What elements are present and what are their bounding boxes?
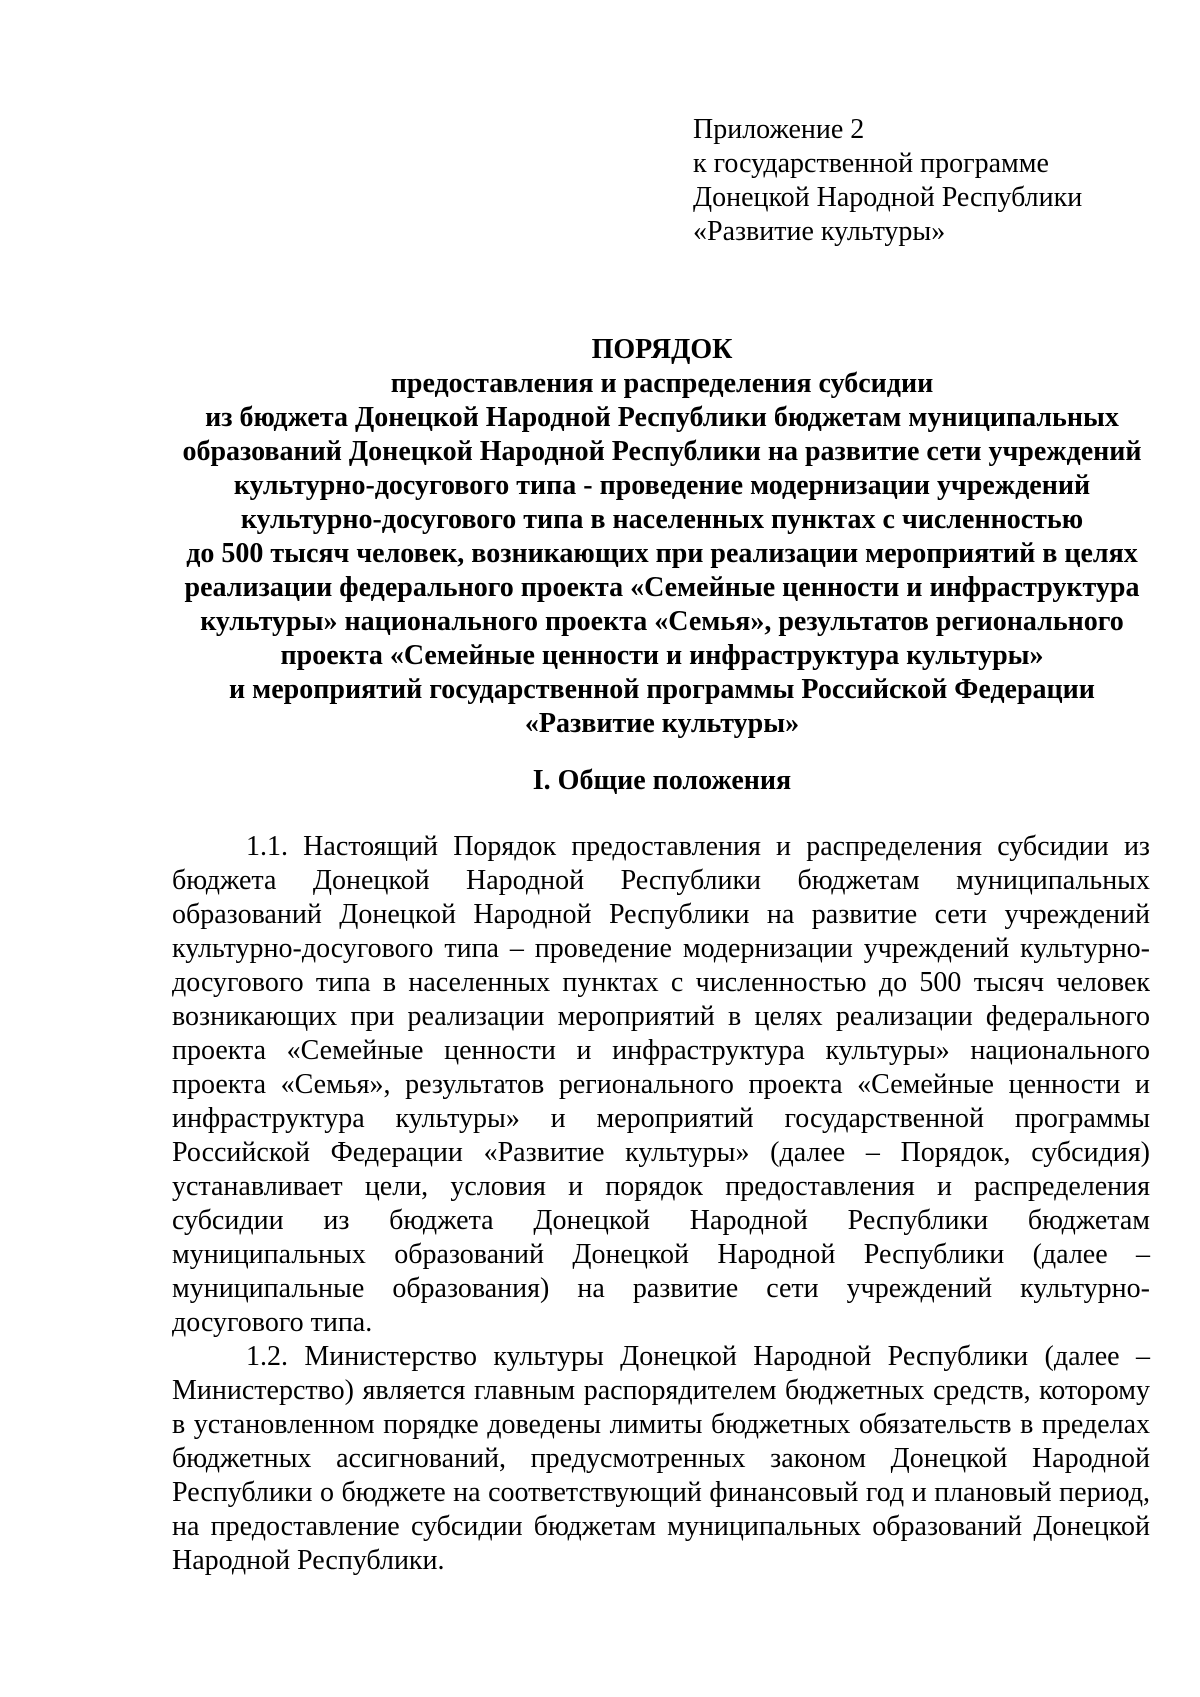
title-subtitle-line: образований Донецкой Народной Республики на развитие сети учреждений <box>182 436 1142 467</box>
title-subtitle-line: проекта «Семейные ценности и инфраструктура культуры» <box>280 640 1044 671</box>
appendix-line: к государственной программе <box>693 148 1049 179</box>
title-subtitle-line: предоставления и распределения субсидии <box>390 368 934 399</box>
paragraph-1-1: 1.1. Настоящий Порядок предоставления и распределения субсидии из бюджета Донецкой Народной Республики бюджетам муниципальных образований Донецкой Народной Республики на развитие сети учреждений культурно-досугового типа – проведение модернизации учреждений культурно-досугового типа в населенных пунктах с численностью до 500 тысяч человек возникающих при реализации мероприятий в целях реализации федерального проекта «Семейные ценности и инфраструктура культуры» национального проекта «Семья», результатов регионального проекта «Семейные ценности и инфраструктура культуры» и мероприятий государственной программы Российской Федерации «Развитие культуры» (далее – Порядок, субсидия) устанавливает цели, условия и порядок предоставления и распределения субсидии из бюджета Донецкой Народной Республики бюджетам муниципальных образований Донецкой Народной Республики (далее – муниципальные образования) на развитие сети учреждений культурно-досугового типа. <box>172 831 1150 1338</box>
document-title <box>120 333 1200 741</box>
appendix-header <box>693 113 1153 249</box>
appendix-line: «Развитие культуры» <box>693 216 946 247</box>
title-main: ПОРЯДОК <box>591 334 733 365</box>
title-subtitle-line: реализации федерального проекта «Семейные ценности и инфраструктура <box>184 572 1140 603</box>
title-subtitle-line: культурно-досугового типа в населенных пунктах с численностью <box>240 504 1084 535</box>
section-heading: I. Общие положения <box>532 765 792 796</box>
title-subtitle-line: из бюджета Донецкой Народной Республики бюджетам муниципальных <box>205 402 1119 433</box>
appendix-line: Приложение 2 <box>693 114 865 145</box>
title-subtitle-line: культуры» национального проекта «Семья», результатов регионального <box>200 606 1124 637</box>
title-subtitle-line: до 500 тысяч человек, возникающих при реализации мероприятий в целях <box>186 538 1138 569</box>
appendix-line: Донецкой Народной Республики <box>693 182 1083 213</box>
paragraph-1-2: 1.2. Министерство культуры Донецкой Народной Республики (далее – Министерство) является главным распорядителем бюджетных средств, которому в установленном порядке доведены лимиты бюджетных обязательств в пределах бюджетных ассигнований, предусмотренных законом Донецкой Народной Республики о бюджете на соответствующий финансовый год и плановый период, на предоставление субсидии бюджетам муниципальных образований Донецкой Народной Республики. <box>172 1341 1150 1576</box>
section-body <box>172 830 1150 1578</box>
title-subtitle-line: культурно-досугового типа - проведение модернизации учреждений <box>233 470 1091 501</box>
title-subtitle-line: и мероприятий государственной программы Российской Федерации <box>229 674 1095 705</box>
title-subtitle-line: «Развитие культуры» <box>524 708 800 739</box>
